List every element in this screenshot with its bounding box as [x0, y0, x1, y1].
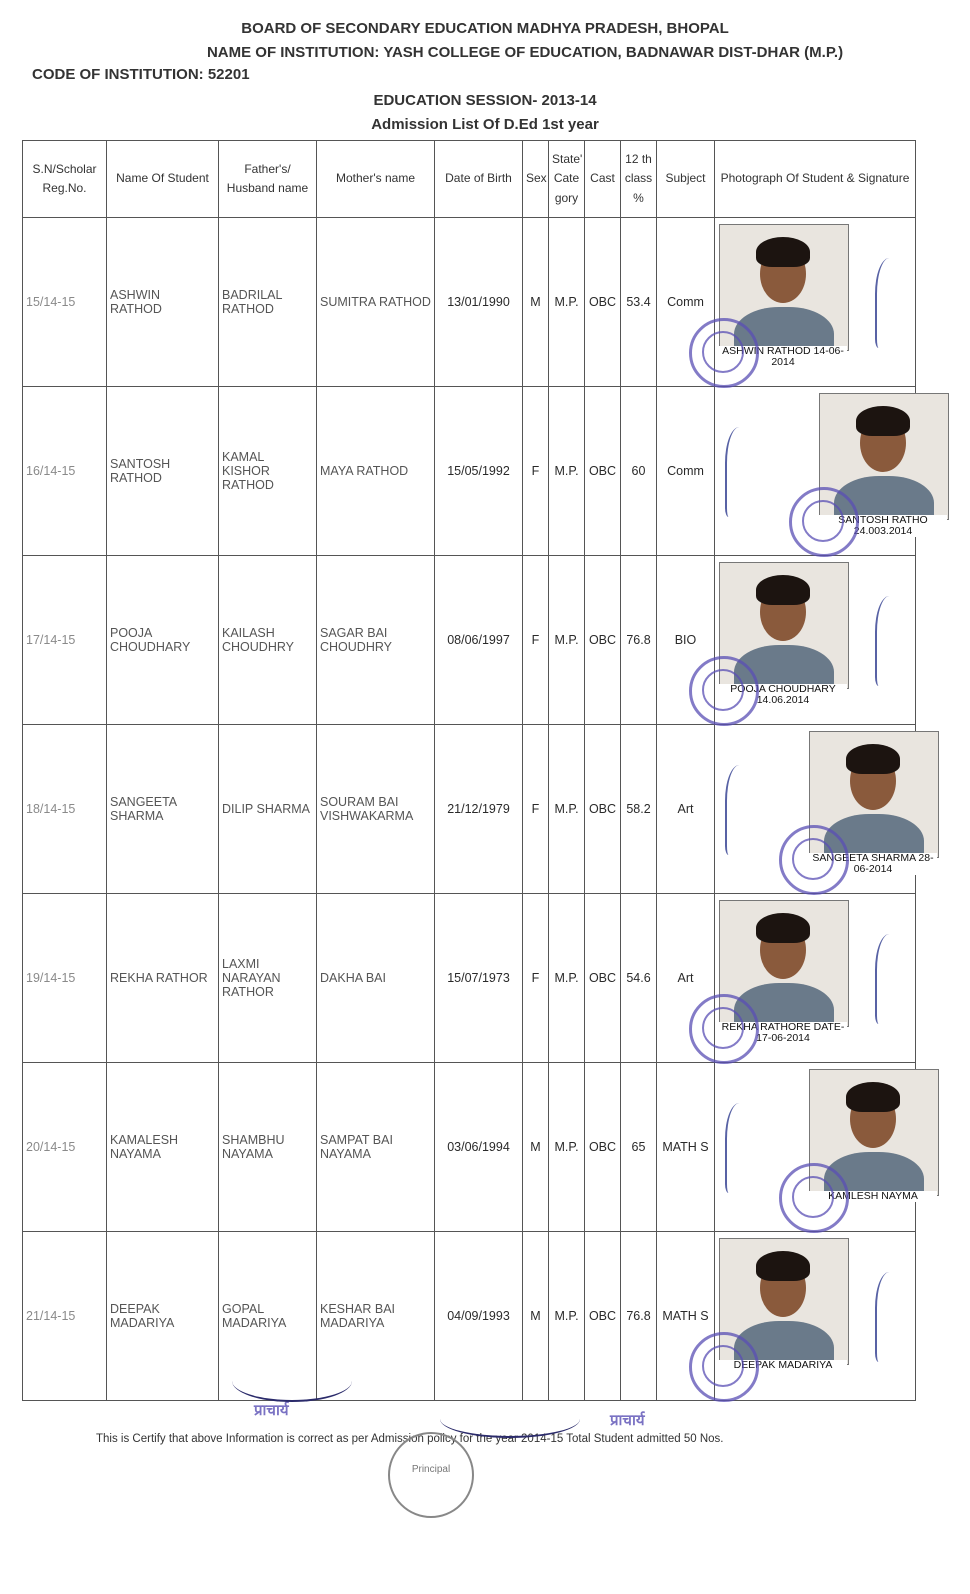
- col-sex: Sex: [523, 141, 549, 218]
- name-cell: ASHWIN RATHOD: [107, 218, 219, 387]
- mother-cell: SAGAR BAI CHOUDHRY: [317, 556, 435, 725]
- list-title: Admission List Of D.Ed 1st year: [371, 116, 599, 133]
- officer-signature: [440, 1400, 580, 1438]
- percent-cell: 76.8: [621, 556, 657, 725]
- photo-cell: [715, 1232, 916, 1401]
- name-cell: REKHA RATHOR: [107, 894, 219, 1063]
- board-title: BOARD OF SECONDARY EDUCATION MADHYA PRADESH, BHOPAL: [241, 20, 729, 37]
- table-row: [23, 387, 916, 556]
- table-row: [23, 556, 916, 725]
- student-signature: [875, 934, 911, 1024]
- sex-cell: F: [523, 387, 549, 556]
- col-name: Name Of Student: [107, 141, 219, 218]
- father-cell: BADRILAL RATHOD: [219, 218, 317, 387]
- principal-seal: [388, 1432, 474, 1518]
- photo-caption: REKHA RATHORE DATE-17-06-2014: [719, 1022, 847, 1044]
- father-cell: SHAMBHU NAYAMA: [219, 1063, 317, 1232]
- student-signature: [725, 1103, 761, 1193]
- dob-cell: 13/01/1990: [435, 218, 523, 387]
- cast-cell: OBC: [585, 1063, 621, 1232]
- state-cell: M.P.: [549, 1232, 585, 1401]
- hindi-title: प्राचार्य: [254, 1402, 289, 1419]
- col-state: State' Cate gory: [549, 141, 585, 218]
- photo-caption: ASHWIN RATHOD 14-06-2014: [719, 346, 847, 368]
- percent-cell: 54.6: [621, 894, 657, 1063]
- mother-cell: SAMPAT BAI NAYAMA: [317, 1063, 435, 1232]
- principal-signature: [232, 1360, 352, 1402]
- table-row: [23, 894, 916, 1063]
- subject-cell: MATH S: [657, 1232, 715, 1401]
- col-mother: Mother's name: [317, 141, 435, 218]
- subject-cell: Comm: [657, 218, 715, 387]
- student-signature: [875, 258, 911, 348]
- name-cell: SANTOSH RATHOD: [107, 387, 219, 556]
- col-dob: Date of Birth: [435, 141, 523, 218]
- college-stamp: [779, 1163, 849, 1233]
- photo-cell: [715, 894, 916, 1063]
- state-cell: M.P.: [549, 725, 585, 894]
- father-cell: LAXMI NARAYAN RATHOR: [219, 894, 317, 1063]
- institution-code: CODE OF INSTITUTION: 52201: [32, 66, 250, 83]
- name-cell: POOJA CHOUDHARY: [107, 556, 219, 725]
- father-cell: KAMAL KISHOR RATHOD: [219, 387, 317, 556]
- dob-cell: 15/07/1973: [435, 894, 523, 1063]
- sn-cell: 18/14-15: [23, 725, 107, 894]
- principal-seal-label: Principal: [411, 1464, 451, 1475]
- cast-cell: OBC: [585, 218, 621, 387]
- cast-cell: OBC: [585, 387, 621, 556]
- col-sn: S.N/Scholar Reg.No.: [23, 141, 107, 218]
- state-cell: M.P.: [549, 556, 585, 725]
- sn-cell: 16/14-15: [23, 387, 107, 556]
- subject-cell: BIO: [657, 556, 715, 725]
- state-cell: M.P.: [549, 1063, 585, 1232]
- sex-cell: M: [523, 1232, 549, 1401]
- photo-caption: SANTOSH RATHO 24.003.2014: [819, 515, 947, 537]
- percent-cell: 76.8: [621, 1232, 657, 1401]
- college-stamp: [789, 487, 859, 557]
- sex-cell: F: [523, 894, 549, 1063]
- photo-cell: [715, 556, 916, 725]
- father-cell: DILIP SHARMA: [219, 725, 317, 894]
- col-father: Father's/ Husband name: [219, 141, 317, 218]
- sex-cell: M: [523, 1063, 549, 1232]
- college-stamp: [689, 1332, 759, 1402]
- table-row: [23, 725, 916, 894]
- father-cell: GOPAL MADARIYA: [219, 1232, 317, 1401]
- dob-cell: 15/05/1992: [435, 387, 523, 556]
- institution-name: NAME OF INSTITUTION: YASH COLLEGE OF EDUCATION, BADNAWAR DIST-DHAR (M.P.): [206, 44, 844, 61]
- mother-cell: KESHAR BAI MADARIYA: [317, 1232, 435, 1401]
- student-signature: [725, 427, 761, 517]
- col-cast: Cast: [585, 141, 621, 218]
- col-subject: Subject: [657, 141, 715, 218]
- photo-caption: KAMLESH NAYMA: [809, 1191, 937, 1202]
- subject-cell: Art: [657, 894, 715, 1063]
- subject-cell: Art: [657, 725, 715, 894]
- dob-cell: 08/06/1997: [435, 556, 523, 725]
- sn-cell: 17/14-15: [23, 556, 107, 725]
- student-signature: [875, 596, 911, 686]
- college-stamp: [779, 825, 849, 895]
- table-row: [23, 1063, 916, 1232]
- name-cell: DEEPAK MADARIYA: [107, 1232, 219, 1401]
- percent-cell: 53.4: [621, 218, 657, 387]
- certify-text: This is Certify that above Information is correct as per Admission policy for the year 2014-15 Total Student admitted 50 Nos.: [96, 1433, 724, 1445]
- state-cell: M.P.: [549, 218, 585, 387]
- mother-cell: MAYA RATHOD: [317, 387, 435, 556]
- subject-cell: MATH S: [657, 1063, 715, 1232]
- father-cell: KAILASH CHOUDHRY: [219, 556, 317, 725]
- sn-cell: 19/14-15: [23, 894, 107, 1063]
- dob-cell: 21/12/1979: [435, 725, 523, 894]
- name-cell: SANGEETA SHARMA: [107, 725, 219, 894]
- photo-caption: SANGEETA SHARMA 28-06-2014: [809, 853, 937, 875]
- college-stamp: [689, 656, 759, 726]
- table-row: [23, 218, 916, 387]
- cast-cell: OBC: [585, 556, 621, 725]
- dob-cell: 04/09/1993: [435, 1232, 523, 1401]
- photo-caption: POOJA CHOUDHARY 14.06.2014: [719, 684, 847, 706]
- subject-cell: Comm: [657, 387, 715, 556]
- sn-cell: 20/14-15: [23, 1063, 107, 1232]
- table-header-row: [23, 141, 916, 218]
- sn-cell: 15/14-15: [23, 218, 107, 387]
- photo-cell: [715, 725, 934, 894]
- sn-cell: 21/14-15: [23, 1232, 107, 1401]
- mother-cell: SOURAM BAI VISHWAKARMA: [317, 725, 435, 894]
- student-signature: [725, 765, 761, 855]
- state-cell: M.P.: [549, 894, 585, 1063]
- col-photo: Photograph Of Student & Signature: [715, 141, 916, 218]
- mother-cell: DAKHA BAI: [317, 894, 435, 1063]
- sex-cell: M: [523, 218, 549, 387]
- col-percent: 12 th class %: [621, 141, 657, 218]
- sex-cell: F: [523, 725, 549, 894]
- percent-cell: 60: [621, 387, 657, 556]
- college-stamp: [689, 994, 759, 1064]
- photo-cell: [715, 1063, 916, 1232]
- session-title: EDUCATION SESSION- 2013-14: [373, 92, 597, 109]
- name-cell: KAMALESH NAYAMA: [107, 1063, 219, 1232]
- cast-cell: OBC: [585, 1232, 621, 1401]
- student-signature: [875, 1272, 911, 1362]
- college-stamp: [689, 318, 759, 388]
- photo-cell: [715, 387, 928, 556]
- admission-table: [22, 140, 934, 1401]
- state-cell: M.P.: [549, 387, 585, 556]
- hindi-stamp: प्राचार्य: [610, 1412, 645, 1429]
- photo-caption: DEEPAK MADARIYA: [719, 1360, 847, 1371]
- sex-cell: F: [523, 556, 549, 725]
- percent-cell: 65: [621, 1063, 657, 1232]
- percent-cell: 58.2: [621, 725, 657, 894]
- table-row: [23, 1232, 916, 1401]
- mother-cell: SUMITRA RATHOD: [317, 218, 435, 387]
- cast-cell: OBC: [585, 725, 621, 894]
- cast-cell: OBC: [585, 894, 621, 1063]
- photo-cell: [715, 218, 916, 387]
- dob-cell: 03/06/1994: [435, 1063, 523, 1232]
